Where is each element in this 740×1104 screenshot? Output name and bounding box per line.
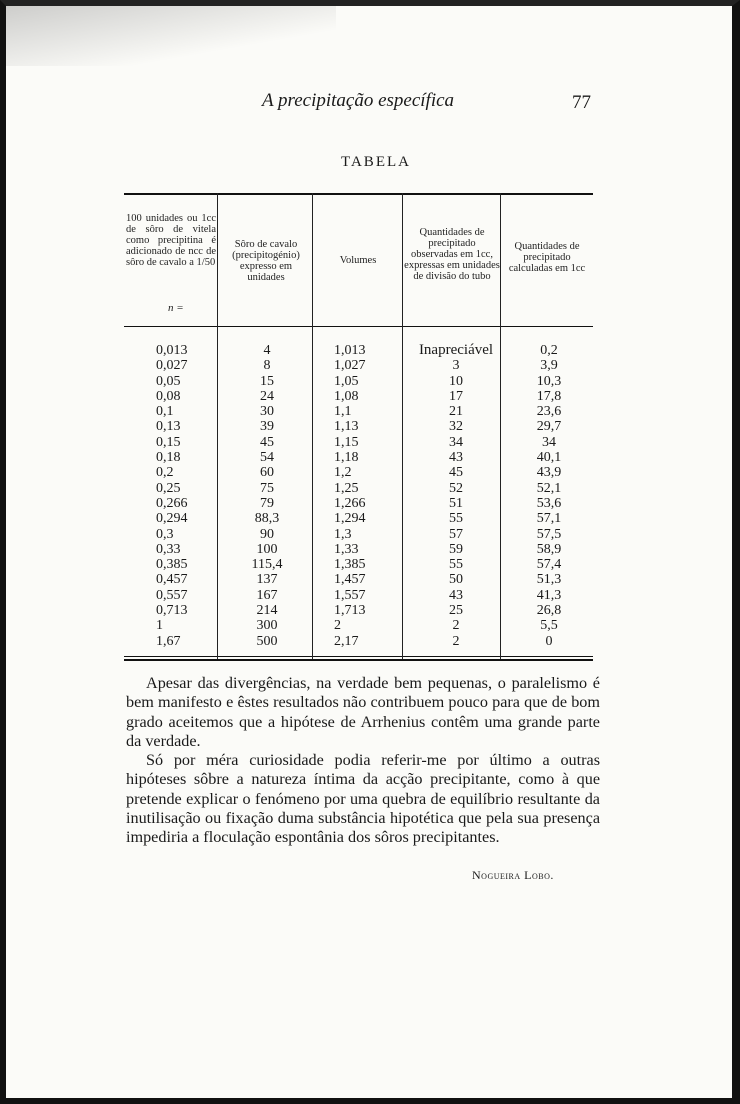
table-cell: 1,25 bbox=[334, 480, 359, 496]
table-cell: 0,557 bbox=[156, 587, 188, 603]
header-n-symbol: n = bbox=[168, 302, 184, 314]
table-cell: 2 bbox=[334, 618, 341, 634]
table-cell: 0,08 bbox=[156, 388, 181, 404]
author-signature: Nogueira Lobo. bbox=[472, 868, 554, 882]
table-cell: 24 bbox=[260, 388, 274, 404]
table-cell: 10 bbox=[449, 373, 463, 389]
table-cell: 100 bbox=[256, 541, 278, 557]
table-cell: 17,8 bbox=[536, 388, 562, 404]
table-cell: 0,457 bbox=[156, 572, 188, 588]
table-cell: 60 bbox=[260, 465, 274, 481]
table-cell: 4 bbox=[263, 343, 271, 358]
table-cell: 3,9 bbox=[540, 358, 558, 374]
table-cell: 0,33 bbox=[156, 541, 181, 557]
table-cell: 1,266 bbox=[334, 495, 366, 511]
table-cell: 137 bbox=[256, 572, 278, 588]
table-cell: 0,25 bbox=[156, 480, 181, 496]
table-cell: 43 bbox=[449, 587, 463, 603]
column-calculadas bbox=[514, 343, 584, 649]
table-cell: 45 bbox=[260, 434, 274, 450]
table-cell: 55 bbox=[449, 511, 463, 527]
table-cell: 500 bbox=[256, 633, 278, 649]
table-cell: 32 bbox=[449, 419, 463, 435]
page-number: 77 bbox=[572, 92, 591, 113]
table-cell: 15 bbox=[260, 373, 274, 389]
column-n bbox=[156, 343, 216, 649]
table-rule-top bbox=[124, 193, 593, 195]
table-cell: 0,294 bbox=[156, 511, 188, 527]
table-cell: 1,385 bbox=[334, 557, 366, 573]
table-cell: 214 bbox=[256, 603, 278, 619]
table-cell: 90 bbox=[260, 526, 274, 542]
table-cell: 88,3 bbox=[254, 511, 280, 527]
table-cell: 30 bbox=[260, 404, 274, 420]
table-cell: 0,3 bbox=[156, 526, 174, 542]
header-calculadas: Quantidades de precipitado calculadas em 1cc bbox=[508, 241, 586, 274]
table-cell: 0 bbox=[545, 633, 553, 649]
table-cell: 1,15 bbox=[334, 434, 359, 450]
table-cell: 17 bbox=[449, 388, 463, 404]
table-cell: 0,713 bbox=[156, 603, 188, 619]
table-cell: 1,713 bbox=[334, 603, 366, 619]
table-cell: 51 bbox=[449, 495, 463, 511]
table-cell: 1,33 bbox=[334, 541, 359, 557]
table-cell: 2 bbox=[452, 618, 460, 634]
table-cell: 0,027 bbox=[156, 358, 188, 374]
table-rule-bottom bbox=[124, 656, 593, 657]
table-cell: 0,013 bbox=[156, 343, 188, 358]
table-cell: 1,1 bbox=[334, 404, 352, 420]
table-cell: 75 bbox=[260, 480, 274, 496]
column-observadas bbox=[406, 343, 506, 649]
table-cell: 21 bbox=[449, 404, 463, 420]
table-cell: 26,8 bbox=[536, 603, 562, 619]
table-cell: 10,3 bbox=[536, 373, 562, 389]
table-rule-bottom-thick bbox=[124, 659, 593, 661]
table-cell: 1,67 bbox=[156, 633, 181, 649]
table-cell: 57,1 bbox=[536, 511, 562, 527]
table-cell: 55 bbox=[449, 557, 463, 573]
table-cell: 1,2 bbox=[334, 465, 352, 481]
table-cell: 53,6 bbox=[536, 495, 562, 511]
table-cell: 25 bbox=[449, 603, 463, 619]
table-cell: 0,2 bbox=[156, 465, 174, 481]
table-cell: 51,3 bbox=[536, 572, 562, 588]
table-cell: 79 bbox=[260, 495, 274, 511]
header-soro-cavalo: Sôro de cavalo (precipitogénio) expresso em unidades bbox=[232, 239, 300, 283]
column-divider bbox=[312, 193, 313, 659]
table-cell: 1,027 bbox=[334, 358, 366, 374]
table-cell: 1,08 bbox=[334, 388, 359, 404]
table-cell: 3 bbox=[452, 358, 460, 374]
table-cell: 57 bbox=[449, 526, 463, 542]
table-cell: 54 bbox=[260, 450, 274, 466]
table-cell: 0,266 bbox=[156, 495, 188, 511]
table-cell: 45 bbox=[449, 465, 463, 481]
table-cell: 39 bbox=[260, 419, 274, 435]
table-cell: 59 bbox=[449, 541, 463, 557]
body-text bbox=[126, 674, 600, 848]
column-soro bbox=[232, 343, 302, 649]
table-cell: 41,3 bbox=[536, 587, 562, 603]
table-cell: 2,17 bbox=[334, 633, 359, 649]
table-cell: 40,1 bbox=[536, 450, 562, 466]
table-cell: 1,457 bbox=[334, 572, 366, 588]
table-cell: 5,5 bbox=[540, 618, 558, 634]
table-cell: 300 bbox=[256, 618, 278, 634]
column-volumes bbox=[334, 343, 404, 649]
table-cell: 23,6 bbox=[536, 404, 562, 420]
table-cell: 57,5 bbox=[536, 526, 562, 542]
table-cell: 29,7 bbox=[536, 419, 562, 435]
table-cell: 34 bbox=[449, 434, 463, 450]
column-divider bbox=[217, 193, 218, 659]
table-cell: 52 bbox=[449, 480, 463, 496]
table-cell: 1,3 bbox=[334, 526, 352, 542]
table-title: TABELA bbox=[341, 154, 411, 170]
table-cell: 0,15 bbox=[156, 434, 181, 450]
table-cell: 52,1 bbox=[536, 480, 562, 496]
header-volumes: Volumes bbox=[339, 255, 377, 266]
running-title: A precipitação específica bbox=[262, 90, 455, 111]
header-n-description: 100 unidades ou 1cc de sôro de vitela como precipitina é adicionado de ncc de sôro de cavalo a 1/50 bbox=[126, 213, 216, 268]
table-cell: 167 bbox=[256, 587, 278, 603]
table-rule-header bbox=[124, 326, 593, 327]
paragraph: Só por méra curiosidade podia referir-me por último a outras hipóteses sôbre a natureza íntima da acção precipitante, como à que pretende explicar o fenómeno por uma quebra de equilíbrio resultante da inutilisação ou fixação duma substância hipotética que pela sua presença impediria a floculação espontânia dos sôros precipitantes. bbox=[126, 751, 600, 847]
table-cell: 1,013 bbox=[334, 343, 366, 358]
table-cell: 57,4 bbox=[536, 557, 562, 573]
table-cell: Inapreciável bbox=[418, 342, 494, 358]
table-cell: 43 bbox=[449, 450, 463, 466]
table-cell: 0,13 bbox=[156, 419, 181, 435]
table-cell: 0,05 bbox=[156, 373, 181, 389]
table-cell: 1 bbox=[156, 618, 163, 634]
table-cell: 115,4 bbox=[251, 557, 283, 573]
table-cell: 34 bbox=[542, 434, 556, 450]
table-cell: 50 bbox=[449, 572, 463, 588]
paragraph: Apesar das divergências, na verdade bem pequenas, o paralelismo é bem manifesto e êstes resultados não contribuem pouco para que de bom grado aceitemos que a hipótese de Arrhenius contêm uma grande parte da verdade. bbox=[126, 674, 600, 750]
table-cell: 1,05 bbox=[334, 373, 359, 389]
table-cell: 0,1 bbox=[156, 404, 174, 420]
table-cell: 0,18 bbox=[156, 450, 181, 466]
table-cell: 1,13 bbox=[334, 419, 359, 435]
table-cell: 8 bbox=[263, 358, 271, 374]
table-cell: 2 bbox=[452, 633, 460, 649]
table-cell: 43,9 bbox=[536, 465, 562, 481]
table-cell: 0,2 bbox=[540, 343, 558, 358]
table-cell: 0,385 bbox=[156, 557, 188, 573]
table-cell: 58,9 bbox=[536, 541, 562, 557]
scan-smudge bbox=[6, 6, 336, 66]
table-cell: 1,294 bbox=[334, 511, 366, 527]
table-cell: 1,557 bbox=[334, 587, 366, 603]
header-observadas: Quantidades de precipitado observadas em 1cc, expressas em unidades de divisão do tubo bbox=[404, 227, 500, 282]
table-cell: 1,18 bbox=[334, 450, 359, 466]
